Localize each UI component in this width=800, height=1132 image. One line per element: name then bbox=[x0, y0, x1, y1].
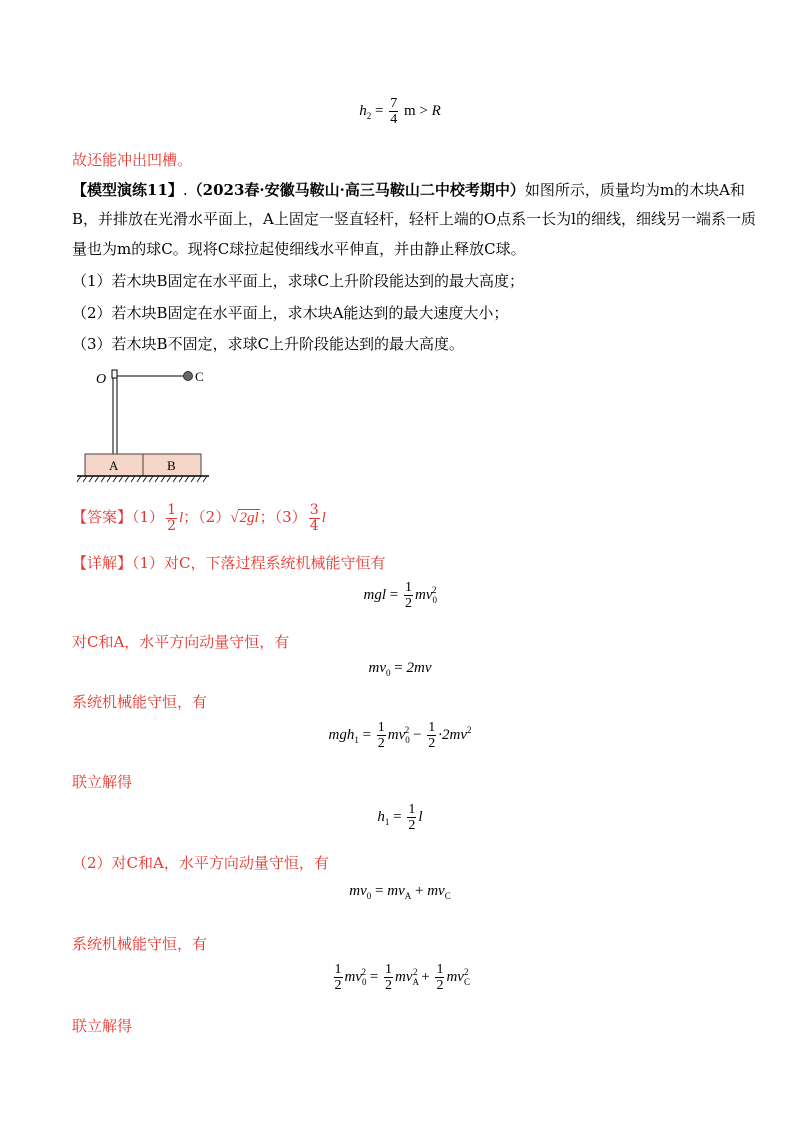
fraction: $\frac{7}{4}$ bbox=[390, 96, 398, 127]
answer-2-sqrt: √2gl bbox=[230, 510, 259, 526]
equation-4: $h_1$ = $\frac{1}{2}$ l bbox=[377, 802, 423, 833]
eq-var: R bbox=[431, 102, 441, 119]
eq-unit: m bbox=[403, 102, 416, 119]
answer-part-3: （3） bbox=[274, 508, 307, 526]
question-2: （2）若木块B固定在水平面上，求木块A能达到的最大速度大小； bbox=[72, 304, 509, 322]
ball-c bbox=[184, 372, 193, 381]
question-1: （1）若木块B固定在水平面上，求球C上升阶段能达到的最大高度； bbox=[72, 272, 525, 290]
block-a-label: A bbox=[109, 458, 119, 473]
problem-source: （2023春·安徽马鞍山·高三马鞍山二中校考期中） bbox=[187, 181, 525, 199]
problem-text: 如图所示，质量均为m的木块A和 bbox=[524, 181, 745, 199]
detail-line-2: 对C和A，水平方向动量守恒，有 bbox=[72, 633, 290, 651]
equation-2: $mv_0 = 2mv$ bbox=[368, 660, 432, 678]
answer-3-fraction: $\frac{3}{4}$ bbox=[309, 501, 319, 534]
detail-text: （1）对C，下落过程系统机械能守恒有 bbox=[132, 554, 386, 572]
problem-line-1 bbox=[72, 180, 745, 200]
detail-line-3: 系统机械能守恒，有 bbox=[72, 693, 208, 711]
pivot-point bbox=[112, 370, 117, 378]
conclusion-text: 故还能冲出凹槽。 bbox=[72, 151, 193, 169]
answer-3-var: l bbox=[321, 510, 326, 526]
eq-sign: > bbox=[419, 102, 428, 119]
problem-line-3: 量也为m的球C。现将C球拉起使细线水平伸直，并由静止释放C球。 bbox=[72, 240, 526, 258]
ground-hatching bbox=[77, 476, 207, 482]
separator: ； bbox=[259, 508, 275, 526]
equation-1: mgl = $\frac{1}{2}$ $mv_0^2$ bbox=[363, 580, 437, 611]
equation-5: $mv_0 = mv_A + mv_C$ bbox=[349, 883, 451, 901]
block-b-label: B bbox=[167, 458, 176, 473]
equation-h2 bbox=[0, 96, 800, 127]
answer-1-fraction: $\frac{1}{2}$ bbox=[167, 501, 176, 534]
problem-line-2: B，并排放在光滑水平面上，A上固定一竖直轻杆，轻杆上端的O点系一长为l的细线，细线另一端系一质 bbox=[72, 210, 756, 228]
dot: . bbox=[182, 181, 188, 199]
answer-tag: 【答案】 bbox=[72, 508, 133, 526]
detail-tag: 【详解】 bbox=[72, 554, 133, 572]
equation-6: $\frac{1}{2}$ $mv_0^2$ = $\frac{1}{2}$ $mv_A^2$ + $\frac{1}{2}$ $mv_C^2$ bbox=[334, 962, 470, 993]
detail-line-5: （2）对C和A，水平方向动量守恒，有 bbox=[72, 854, 329, 872]
detail-line-4: 联立解得 bbox=[72, 773, 133, 791]
answer-part-1: （1） bbox=[132, 508, 165, 526]
label-c: C bbox=[195, 369, 204, 384]
label-o: O bbox=[96, 372, 107, 387]
eq-var: h bbox=[359, 102, 367, 119]
equation-3: mgh$_1$ = $\frac{1}{2}$ $mv_0^2$ − $\frac{1}{2}$ $\cdot 2mv^2$ bbox=[328, 720, 472, 751]
detail-line-1 bbox=[72, 553, 728, 573]
answer-part-2: （2） bbox=[198, 508, 231, 526]
separator: ； bbox=[183, 508, 199, 526]
question-3: （3）若木块B不固定，求球C上升阶段能达到的最大高度。 bbox=[72, 335, 465, 353]
problem-figure bbox=[75, 362, 215, 492]
eq-sign: = bbox=[374, 102, 384, 119]
detail-line-6: 系统机械能守恒，有 bbox=[72, 935, 208, 953]
eq-sub: 2 bbox=[366, 110, 372, 121]
problem-tag: 【模型演练11】 bbox=[72, 181, 183, 199]
answer-line bbox=[72, 500, 728, 534]
detail-line-7: 联立解得 bbox=[72, 1017, 133, 1035]
answer-1-var: l bbox=[178, 510, 184, 526]
